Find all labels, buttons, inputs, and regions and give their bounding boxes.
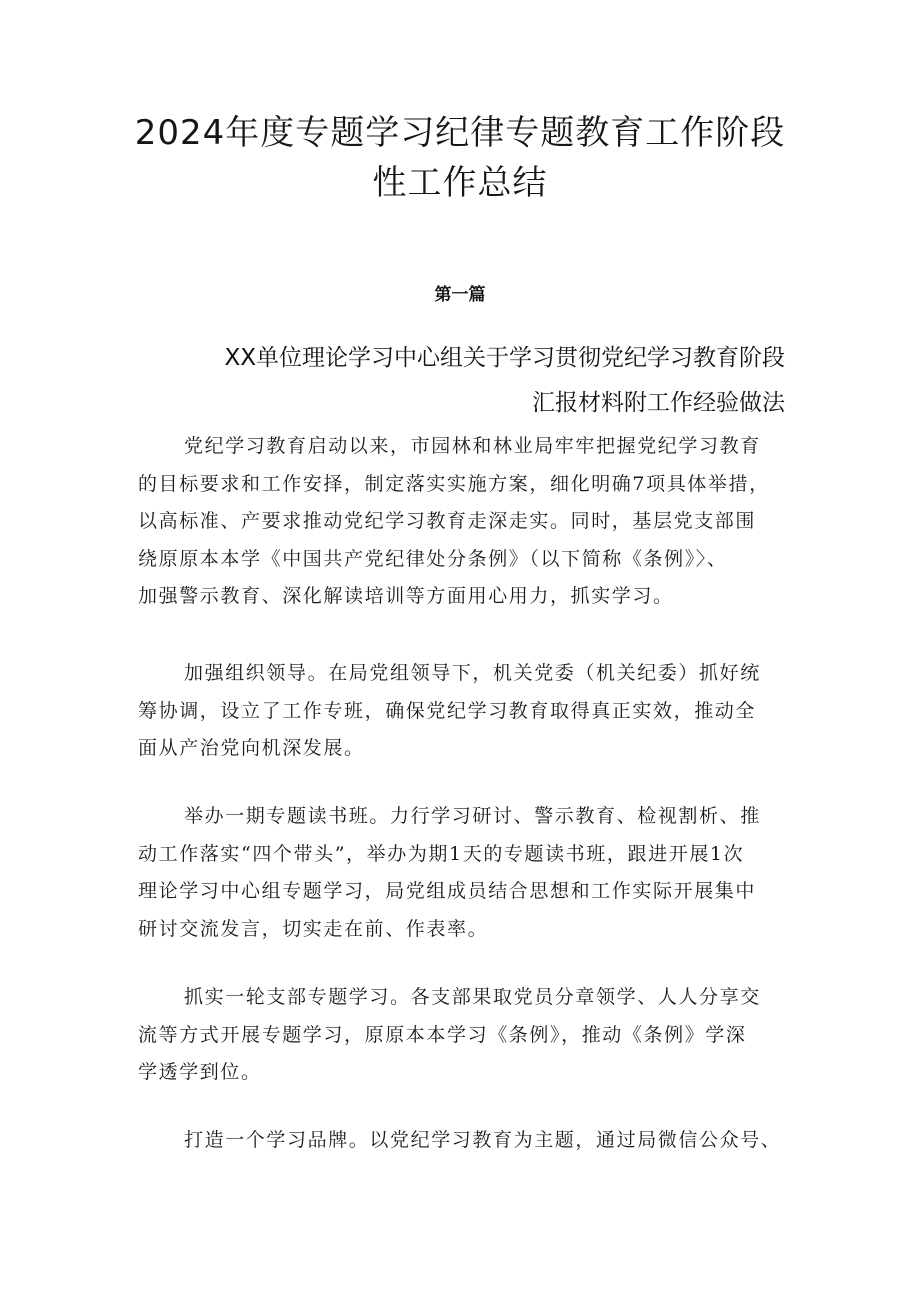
document-title-line: 2024年度专题学习纪律专题教育工作阶段 xyxy=(134,113,786,153)
paragraph-line: 的目标要求和工作安择，制定落实实施方案，细化明确7项具体举措， xyxy=(138,472,770,495)
body-paragraph xyxy=(138,798,790,948)
part-label: 第一篇 xyxy=(434,285,486,305)
paragraph-line: 理论学习中心组专题学习，局党组成员结合思想和工作实际开展集中 xyxy=(138,880,757,902)
paragraph-line: 动工作落实“四个带头”，举办为期1天的专题读书班，跟进开展1次 xyxy=(138,842,745,865)
body-paragraph xyxy=(138,655,790,768)
section-title-line: 汇报材料附工作经验做法 xyxy=(532,390,785,416)
body-paragraph xyxy=(138,1122,790,1160)
paragraph-line: 举办一期专题读书班。力行学习研讨、警示教育、检视割析、推 xyxy=(184,805,761,827)
paragraph-line: 以高标准、产要求推动党纪学习教育走深走实。同时，基层党支部围 xyxy=(138,510,757,532)
paragraph-line: 研讨交流发言，切实走在前、作表率。 xyxy=(138,917,489,940)
body-paragraph xyxy=(138,979,790,1092)
paragraph-line: 面从产治党向机深发展。 xyxy=(138,737,365,759)
paragraph-line: 筹协调，设立了工作专班，确保党纪学习教育取得真正实效，推动全 xyxy=(138,699,757,722)
paragraph-line: 加强组织领导。在局党组领导下，机关党委（机关纪委）抓好统 xyxy=(184,662,761,684)
paragraph-line: 打造一个学习品牌。以党纪学习教育为主题，通过局微信公众号、 xyxy=(184,1129,782,1151)
paragraph-line: 加强警示教育、深化解读培训等方面用心用力，抓实学习。 xyxy=(138,585,674,607)
body-paragraph xyxy=(138,428,790,616)
document-title-line: 性工作总结 xyxy=(372,163,548,203)
section-title xyxy=(170,336,785,426)
paragraph-line: 流等方式开展专题学习，原原本本学习《条例》，推动《条例》学深 xyxy=(138,1023,747,1046)
section-title-line: XX单位理论学习中心组关于学习贯彻党纪学习教育阶段 xyxy=(224,345,785,371)
document-title xyxy=(110,108,810,208)
paragraph-line: 学透学到位。 xyxy=(138,1061,262,1083)
paragraph-line: 绕原原本本学《中国共产党纪律处分条例》（以下简称《条例》〉、 xyxy=(138,547,728,570)
paragraph-line: 抓实一轮支部专题学习。各支部果取党员分章领学、人人分享交 xyxy=(184,986,761,1008)
paragraph-line: 党纪学习教育启动以来，市园林和林业局牢牢把握党纪学习教育 xyxy=(184,435,761,457)
